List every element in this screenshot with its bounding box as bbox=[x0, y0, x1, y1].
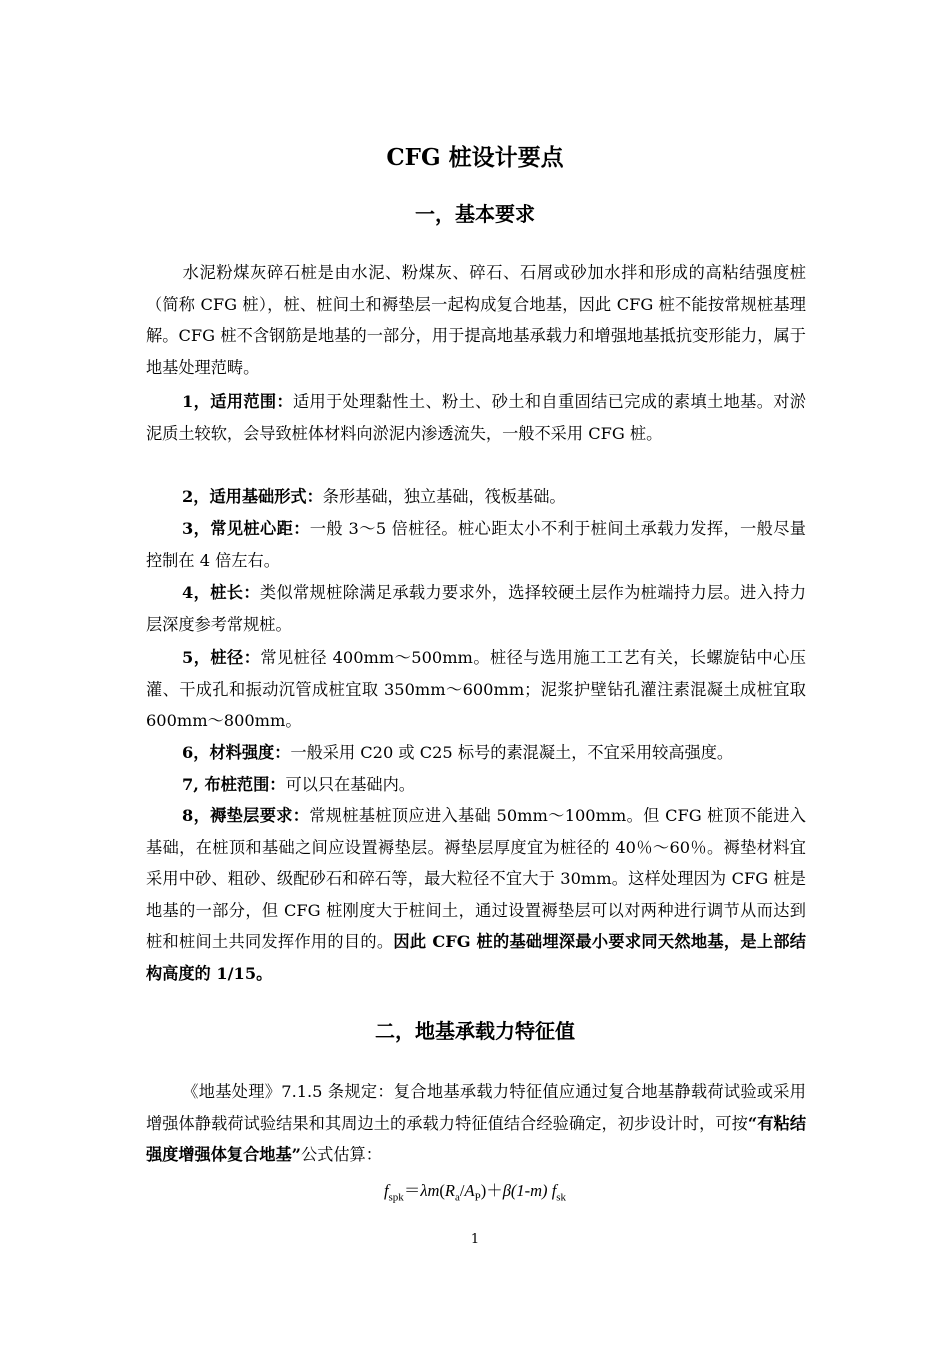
list-item bbox=[146, 513, 806, 576]
item-text: 条形基础，独立基础，筏板基础。 bbox=[322, 487, 566, 506]
item-label: 5，桩径： bbox=[182, 648, 261, 667]
item-text: 常见桩径 400mm～500mm。桩径与选用施工工艺有关，长螺旋钻中心压灌、干成孔和振动沉管成桩宜取 350mm～600mm；泥浆护壁钻孔灌注素混凝土成桩宜取 600mm～800mm。 bbox=[146, 648, 806, 730]
list-item bbox=[146, 481, 806, 513]
item-text: 可以只在基础内。 bbox=[285, 775, 415, 794]
composite-foundation-formula: $f_{spk}=\lambda m(R_a/A_P)+\beta(1-m)$ $f_{sk}$ bbox=[383, 1181, 567, 1204]
item-text: 一般 3～5 倍桩径。桩心距太小不利于桩间土承载力发挥，一般尽量控制在 4 倍左右。 bbox=[146, 519, 806, 570]
section-heading-bearing-capacity: 二，地基承载力特征值 bbox=[375, 1019, 575, 1043]
item-text: 常规桩基桩顶应进入基础 50mm～100mm。但 CFG 桩顶不能进入基础，在桩顶和基础之间应设置褥垫层。褥垫层厚度宜为桩径的 40％～60％。褥垫材料宜采用中砂、粗砂、级配砂石和碎石等，最大粒径不宜大于 30mm。这样处理因为 CFG 桩是地基的一部分，但 CFG 桩刚度大于桩间土，通过设置褥垫层可以对两种进行调节从而达到桩和桩间土共同发挥作用的目的。 bbox=[146, 806, 806, 951]
item-label: 8，褥垫层要求： bbox=[182, 806, 310, 825]
list-item bbox=[146, 737, 806, 769]
item-label: 1，适用范围： bbox=[182, 392, 293, 411]
item-label: 6，材料强度： bbox=[182, 743, 291, 762]
formula-type-phrase: “有粘结强度增强体复合地基” bbox=[146, 1113, 807, 1164]
item-label: 3，常见桩心距： bbox=[182, 519, 310, 538]
item-label: 7, 布桩范围： bbox=[182, 775, 286, 794]
item-text: 适用于处理黏性土、粉土、砂土和自重固结已完成的素填土地基。对淤泥质土较软，会导致桩体材料向淤泥内渗透流失，一般不采用 CFG 桩。 bbox=[146, 392, 806, 443]
item-text: 一般采用 C20 或 C25 标号的素混凝土，不宜采用较高强度。 bbox=[290, 743, 734, 762]
item-text: 类似常规桩除满足承载力要求外，选择较硬土层作为桩端持力层。进入持力层深度参考常规桩。 bbox=[146, 583, 807, 634]
list-item bbox=[146, 642, 806, 737]
item-bold-conclusion: 因此 CFG 桩的基础埋深最小要求同天然地基，是上部结构高度的 1/15。 bbox=[146, 932, 806, 983]
page-number: 1 bbox=[470, 1232, 480, 1247]
document-title: CFG 桩设计要点 bbox=[386, 144, 564, 171]
list-item bbox=[146, 386, 806, 449]
list-item bbox=[146, 800, 806, 989]
section-heading-basic-requirements: 一，基本要求 bbox=[415, 202, 535, 226]
list-item bbox=[146, 577, 806, 640]
intro-paragraph: 水泥粉煤灰碎石桩是由水泥、粉煤灰、碎石、石屑或砂加水拌和形成的高粘结强度桩（简称 CFG 桩），桩、桩间土和褥垫层一起构成复合地基，因此 CFG 桩不能按常规桩基理解。CFG 桩不含钢筋是地基的一部分，用于提高地基承载力和增强地基抵抗变形能力，属于地基处理范畴。 bbox=[146, 263, 806, 377]
list-item bbox=[146, 769, 806, 801]
bearing-capacity-paragraph: 《地基处理》7.1.5 条规定：复合地基承载力特征值应通过复合地基静载荷试验或采用增强体静载荷试验结果和其周边土的承载力特征值结合经验确定，初步设计时，可按“有粘结强度增强体复合地基”公式估算： bbox=[146, 1082, 807, 1164]
item-label: 2，适用基础形式： bbox=[182, 487, 323, 506]
item-label: 4，桩长： bbox=[182, 583, 260, 602]
